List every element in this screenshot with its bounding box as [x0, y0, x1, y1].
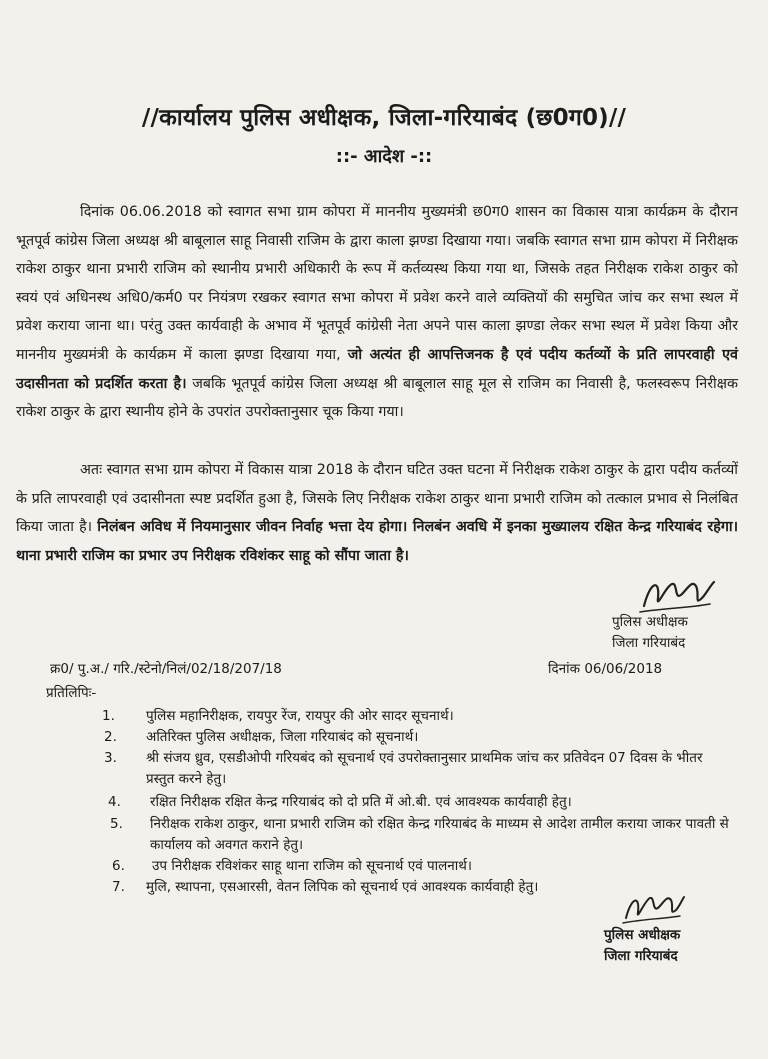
paragraph-2-text: अतः स्वागत सभा ग्राम कोपरा में विकास यात्रा 2018 के दौरान घटित उक्त घटना में निरीक्षक राकेश ठाकुर के द्वारा पदीय कर्तव्यों के प्रति लापरवाही एवं उदासीनता स्पष्ट प्रदर्शित हुआ है, जिसके लिए निरीक्षक राकेश ठाकुर थाना प्रभारी राजिम को तत्काल प्रभाव से निलंबित किया जाता है।	[16, 462, 738, 536]
list-item-number: 5.	[110, 816, 123, 832]
list-item-number: 2.	[104, 729, 117, 745]
list-item-number: 7.	[112, 879, 125, 895]
signatory-district-2: जिला गरियाबंद	[604, 948, 678, 964]
order-heading: ::- आदेश -::	[335, 146, 433, 167]
paragraph-1-bold-text: जो अत्यंत ही आपत्तिजनक है एवं पदीय कर्तव्यों के प्रति लापरवाही एवं उदासीनता को प्रदर्शित करता है।	[16, 346, 738, 392]
order-paragraph-1	[16, 198, 738, 427]
office-title: //कार्यालय पुलिस अधीक्षक, जिला-गरियाबंद (छ0ग0)//	[141, 105, 627, 131]
reference-date: दिनांक 06/06/2018	[548, 661, 663, 677]
signature-block-2	[604, 925, 680, 967]
list-item-number: 4.	[108, 794, 121, 810]
paragraph-1-text-a: दिनांक 06.06.2018 को स्वागत सभा ग्राम कोपरा में माननीय मुख्यमंत्री छ0ग0 शासन का विकास यात्रा कार्यक्रम के दौरान भूतपूर्व कांग्रेस जिला अध्यक्ष श्री बाबूलाल साहू निवासी राजिम के द्वारा काला झण्डा दिखाया गया। जबकि स्वागत सभा ग्राम कोपरा में निरीक्षक राकेश ठाकुर थाना प्रभारी राजिम को स्थानीय प्रभारी अधिकारी के रूप में कर्तव्यस्थ किया गया था, जिसके तहत निरीक्षक राकेश ठाकुर को स्वयं एवं अधिनस्थ अधि0/कर्म0 पर नियंत्रण रखकर स्वागत सभा कोपरा में प्रवेश करने वाले व्यक्तियों की समुचित जांच कर सभा स्थल में प्रवेश कराया जाना था। परंतु उक्त कार्यवाही के अभाव में भूतपूर्व कांग्रेसी नेता अपने पास काला झण्डा लेकर सभा स्थल में प्रवेश किया और माननीय मुख्यमंत्री के कार्यक्रम में काला झण्डा दिखाया गया,	[16, 204, 738, 363]
list-item-text: मुलि, स्थापना, एसआरसी, वेतन लिपिक को सूचनार्थ एवं आवश्यक कार्यवाही हेतु।	[146, 879, 539, 895]
signatory-designation-1: पुलिस अधीक्षक	[612, 614, 688, 630]
reference-number: क्र0/ पु.अ./ गरि./स्टेनो/निलं/02/18/207/18	[50, 661, 282, 677]
list-item-text: पुलिस महानिरीक्षक, रायपुर रेंज, रायपुर की ओर सादर सूचनार्थ।	[146, 708, 454, 724]
paragraph-1-text-b: जबकि भूतपूर्व कांग्रेस जिला अध्यक्ष श्री बाबूलाल साहू मूल से राजिम का निवासी है, फलस्वरूप निरीक्षक राकेश ठाकुर के द्वारा स्थानीय होने के उपरांत उपरोक्तानुसार चूक किया गया।	[16, 375, 738, 421]
list-item-text: निरीक्षक राकेश ठाकुर, थाना प्रभारी राजिम को रक्षित केन्द्र गरियाबंद के माध्यम से आदेश तामील कराया जाकर पावती से कार्यालय को अवगत कराने हेतु।	[150, 816, 729, 853]
list-item-text: अतिरिक्त पुलिस अधीक्षक, जिला गरियाबंद को सूचनार्थ।	[146, 729, 419, 745]
signatory-district-1: जिला गरियाबंद	[612, 635, 686, 651]
list-item-text: रक्षित निरीक्षक रक्षित केन्द्र गरियाबंद को दो प्रति में ओ.बी. एवं आवश्यक कार्यवाही हेतु।	[150, 794, 572, 810]
list-item-number: 3.	[104, 750, 117, 766]
list-item-text: उप निरीक्षक रविशंकर साहू थाना राजिम को सूचनार्थ एवं पालनार्थ।	[152, 858, 473, 874]
list-item-number: 6.	[112, 858, 125, 874]
signature-block-1	[612, 612, 688, 654]
paragraph-2-bold-text: निलंबन अविध में नियमानुसार जीवन निर्वाह भत्ता देय होगा। निलबंन अवधि में इनका मुख्यालय रक्षित केन्द्र गरियाबंद रहेगा। थाना प्रभारी राजिम का प्रभार उप निरीक्षक रविशंकर साहू को सौंपा जाता है।	[16, 519, 738, 564]
order-paragraph-2	[16, 456, 738, 570]
signatory-designation-2: पुलिस अधीक्षक	[604, 927, 681, 943]
signature-scribble-2	[620, 888, 686, 928]
copy-to-label: प्रतिलिपिः-	[46, 685, 97, 701]
list-item-text: श्री संजय ध्रुव, एसडीओपी गरियबंद को सूचनार्थ एवं उपरोक्तानुसार प्राथमिक जांच कर प्रतिवेदन 07 दिवस के भीतर प्रस्तुत करने हेतु।	[146, 750, 703, 787]
list-item-number: 1.	[102, 708, 115, 724]
